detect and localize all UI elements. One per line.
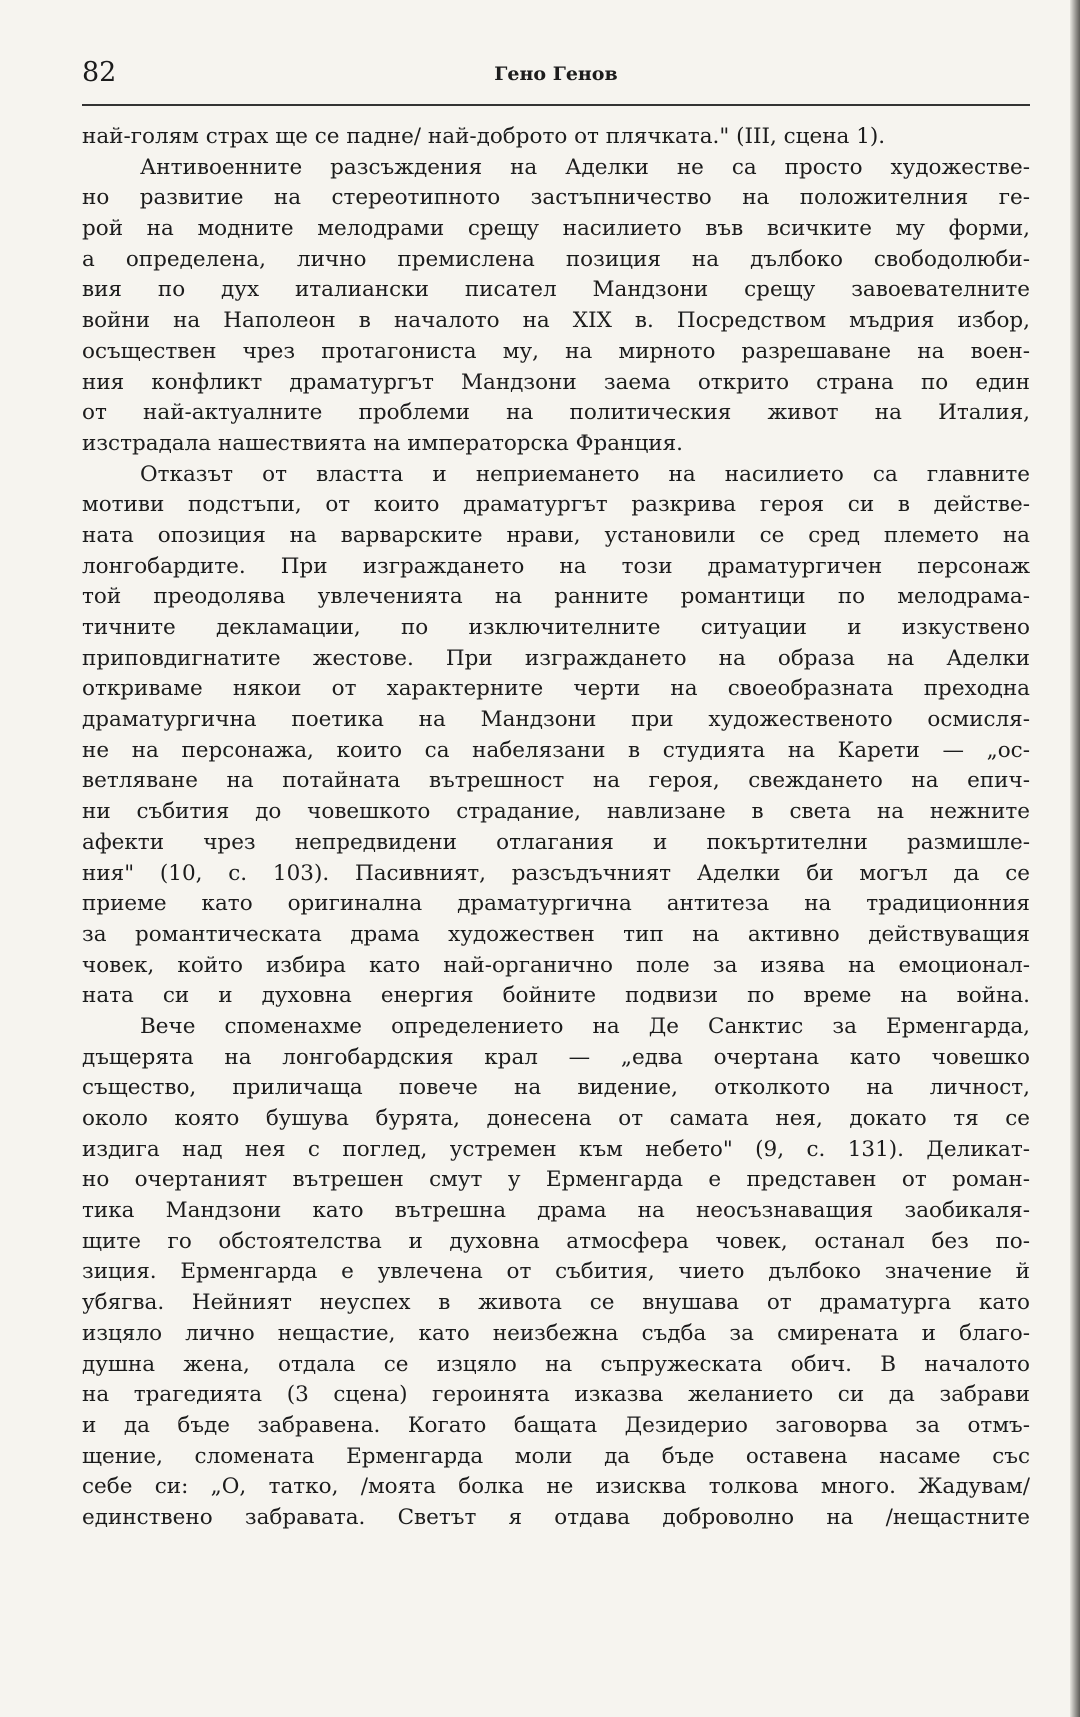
text-line: убягва. Нейният неуспех в живота се внушава от драматурга като [82,1290,1030,1316]
text-line: Отказът от властта и неприемането на насилието са главните [140,461,1030,487]
text-line: зиция. Ерменгарда е увлечена от събития, чието дълбоко значение й [82,1259,1030,1285]
text-line: приповдигнатите жестове. При изграждането на образа на Аделки [82,645,1030,671]
text-line: щите го обстоятелства и духовна атмосфера човек, останал без по- [82,1228,1030,1254]
text-line: тичните декламации, по изключителните ситуации и изкуствено [82,615,1030,640]
text-line: и да бъде забравена. Когато бащата Дезидерио заговорва за отмъ- [82,1412,1030,1438]
text-line: ни събития до човешкото страдание, навлизане в света на нежните [82,799,1030,825]
text-line: изцяло лично нещастие, като неизбежна съдба за смирената и благо- [82,1320,1030,1346]
text-line: приеме като оригинална драматургична антитеза на традиционния [82,891,1030,917]
text-line: ния конфликт драматургът Мандзони заема открито страна по един [82,369,1030,395]
text-line: той преодолява увлеченията на ранните романтици по мелодрама- [82,584,1030,610]
text-line: себе си: „О, татко, /моята болка не изисква толкова много. Жадувам/ [82,1474,1030,1500]
text-line: изстрадала нашествията на императорска Франция. [82,430,683,456]
text-line: щение, сломената Ерменгарда моли да бъде оставена насаме със [82,1443,1030,1469]
page-spine-edge [1070,0,1080,1717]
text-line: мотиви подстъпи, от които драматургът разкрива героя си в действе- [82,492,1030,518]
text-line: не на персонажа, които са набелязани в студията на Карети — „ос- [82,737,1030,763]
text-line: от най-актуалните проблеми на политическия живот на Италия, [82,400,1030,426]
page-number: 82 [82,57,117,88]
text-line: издига над нея с поглед, устремен към небето" (9, с. 131). Деликат- [82,1136,1030,1162]
text-line: но очертаният вътрешен смут у Ерменгарда е представен от роман- [82,1167,1030,1193]
text-line: вия по дух италиански писател Мандзони срещу завоевателните [82,277,1030,303]
text-line: войни на Наполеон в началото на XIX в. Посредством мъдрия избор, [82,308,1030,334]
text-line: ния" (10, с. 103). Пасивният, разсъдъчният Аделки би могъл да се [82,860,1030,886]
text-line: на трагедията (3 сцена) героинята изказва желанието си да забрави [82,1382,1030,1408]
text-line: Вече споменахме определението на Де Санктис за Ерменгарда, [140,1013,1030,1039]
text-line: дъщерята на лонгобардския крал — „едва очертана като човешко [82,1044,1030,1070]
body-text [82,122,1030,1534]
text-line: тика Мандзони като вътрешна драма на неосъзнаващия заобикаля- [82,1198,1030,1224]
text-line: осъществен чрез протагониста му, на мирното разрешаване на воен- [82,338,1030,364]
text-line: драматургична поетика на Мандзони при художественото осмисля- [82,707,1030,733]
text-line: а определена, лично премислена позиция на дълбоко свободолюби- [82,246,1030,272]
page-header [82,56,1030,96]
text-line: за романтическата драма художествен тип на активно действуващия [82,921,1030,947]
text-line: Антивоенните разсъждения на Аделки не са просто художестве- [140,154,1030,180]
text-line: около която бушува бурята, донесена от самата нея, докато тя се [82,1106,1030,1131]
text-line: човек, който избира като най-органично поле за изява на емоционал- [82,952,1030,978]
text-line: рой на модните мелодрами срещу насилието във всичките му форми, [82,216,1030,242]
text-line: ветляване на потайната вътрешност на героя, свеждането на епич- [82,768,1030,794]
text-line: откриваме някои от характерните черти на своеобразната преходна [82,676,1030,702]
header-rule [82,104,1030,106]
text-line: единствено забравата. Светът я отдава доброволно на /нещастните [82,1504,1030,1530]
text-line: ната опозиция на варварските нрави, установили се сред племето на [82,522,1030,548]
text-line: афекти чрез непредвидени отлагания и покъртителни размишле- [82,829,1030,855]
text-line: ната си и духовна енергия бойните подвизи по време на война. [82,983,1030,1009]
text-line: лонгобардите. При изграждането на този драматургичен персонаж [82,553,1030,579]
text-line: но развитие на стереотипното застъпничество на положителния ге- [82,185,1030,211]
running-title: Гено Генов [494,63,618,85]
text-line: най-голям страх ще се падне/ най-доброто от плячката." (III, сцена 1). [82,124,886,149]
text-line: същество, приличаща повече на видение, отколкото на личност, [82,1075,1030,1101]
text-line: душна жена, отдала се изцяло на съпружеската обич. В началото [82,1351,1030,1377]
